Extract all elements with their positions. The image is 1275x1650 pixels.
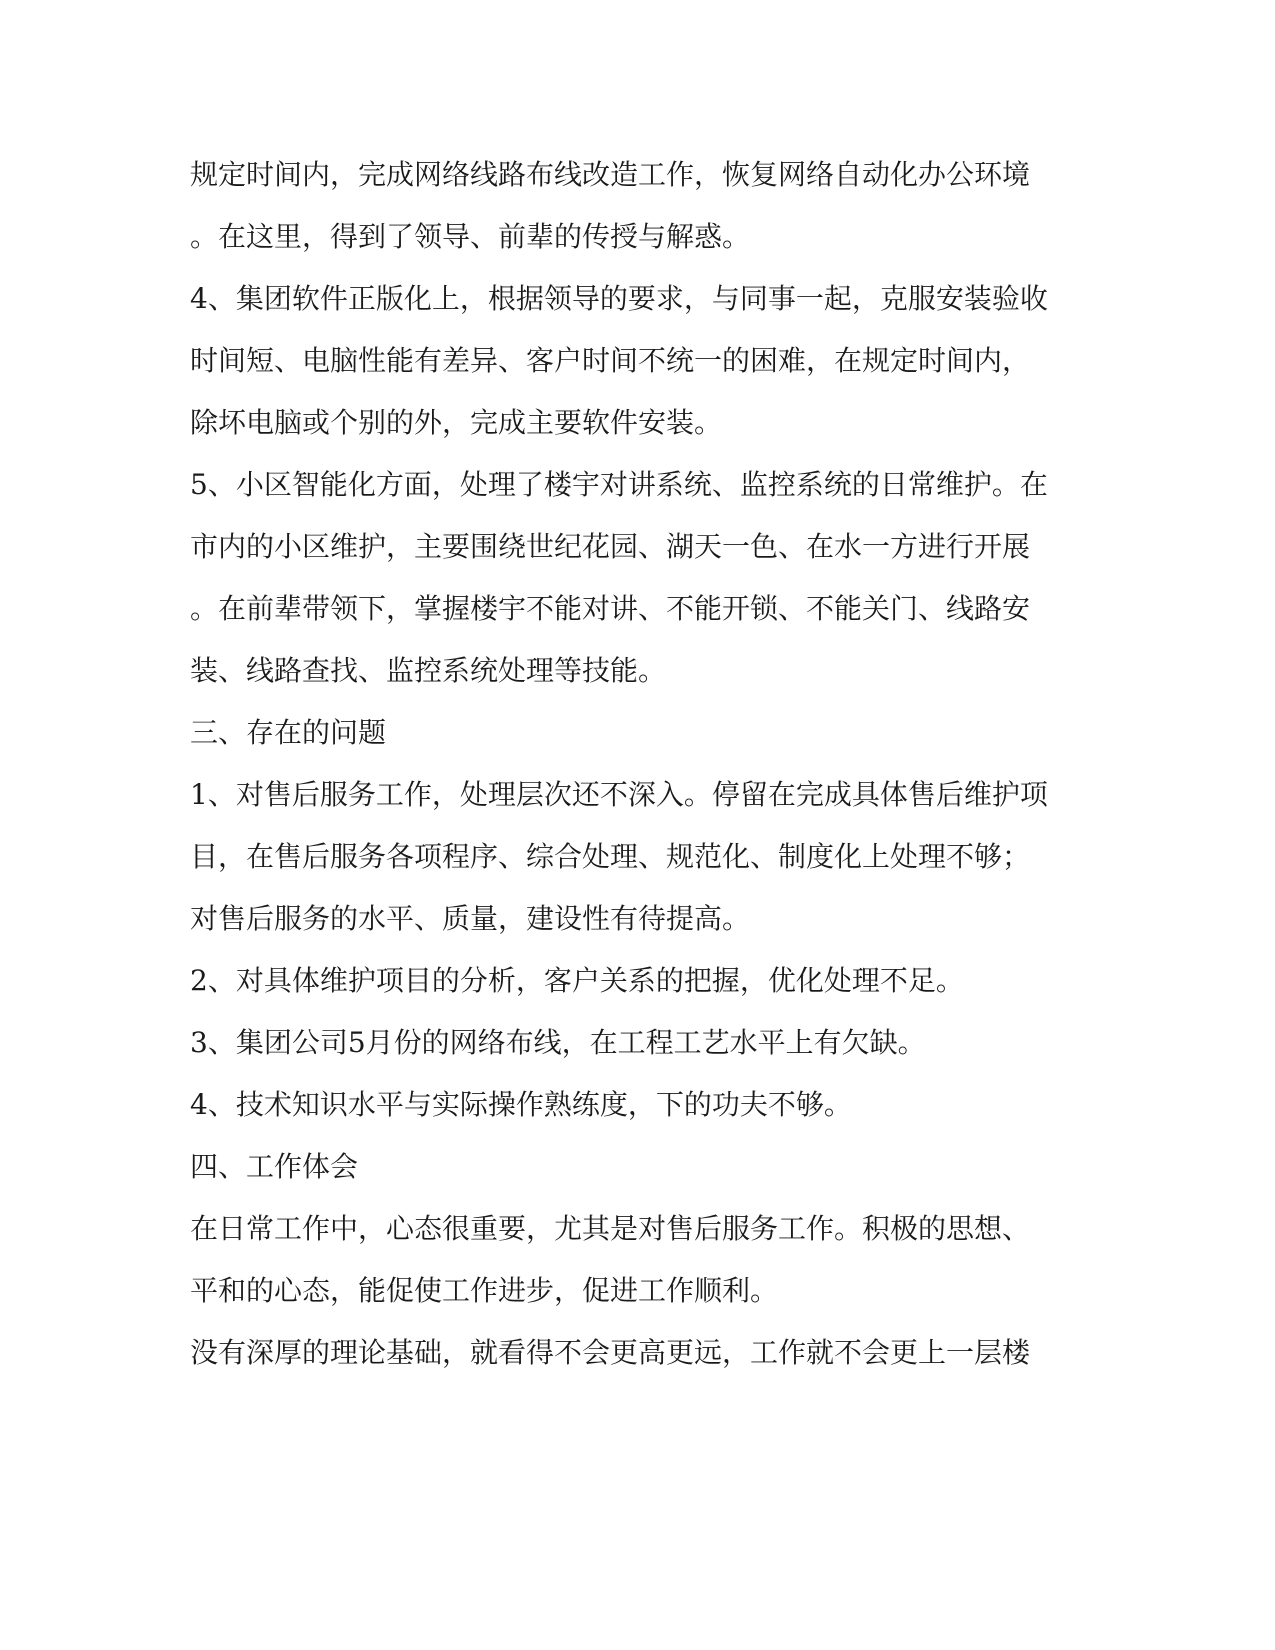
text-line: 除坏电脑或个别的外，完成主要软件安装。	[190, 406, 723, 439]
text-line: 。在前辈带领下，掌握楼宇不能对讲、不能开锁、不能关门、线路安	[190, 592, 1031, 625]
text-line: 规定时间内，完成网络线路布线改造工作，恢复网络自动化办公环境	[190, 158, 1031, 191]
text-line: 目，在售后服务各项程序、综合处理、规范化、制度化上处理不够；	[190, 840, 1031, 873]
text-line: 。在这里，得到了领导、前辈的传授与解惑。	[190, 220, 751, 253]
section-heading: 三、存在的问题	[190, 716, 387, 749]
text-line: 没有深厚的理论基础，就看得不会更高更远，工作就不会更上一层楼	[190, 1336, 1031, 1369]
text-line: 5、小区智能化方面，处理了楼宇对讲系统、监控系统的日常维护。在	[190, 468, 1048, 501]
text-line: 4、集团软件正版化上，根据领导的要求，与同事一起，克服安装验收	[190, 282, 1048, 315]
text-line: 4、技术知识水平与实际操作熟练度，下的功夫不够。	[190, 1088, 852, 1121]
text-line: 3、集团公司5月份的网络布线，在工程工艺水平上有欠缺。	[190, 1026, 926, 1059]
section-heading: 四、工作体会	[190, 1150, 359, 1183]
text-line: 时间短、电脑性能有差异、客户时间不统一的困难，在规定时间内，	[190, 344, 1031, 377]
text-line: 2、对具体维护项目的分析，客户关系的把握，优化处理不足。	[190, 964, 964, 997]
text-line: 市内的小区维护，主要围绕世纪花园、湖天一色、在水一方进行开展	[190, 530, 1031, 563]
text-line: 1、对售后服务工作，处理层次还不深入。停留在完成具体售后维护项	[190, 778, 1048, 811]
text-line: 对售后服务的水平、质量，建设性有待提高。	[190, 902, 751, 935]
text-line: 在日常工作中，心态很重要，尤其是对售后服务工作。积极的思想、	[190, 1212, 1031, 1245]
text-line: 装、线路查找、监控系统处理等技能。	[190, 654, 667, 687]
text-line: 平和的心态，能促使工作进步，促进工作顺利。	[190, 1274, 779, 1307]
